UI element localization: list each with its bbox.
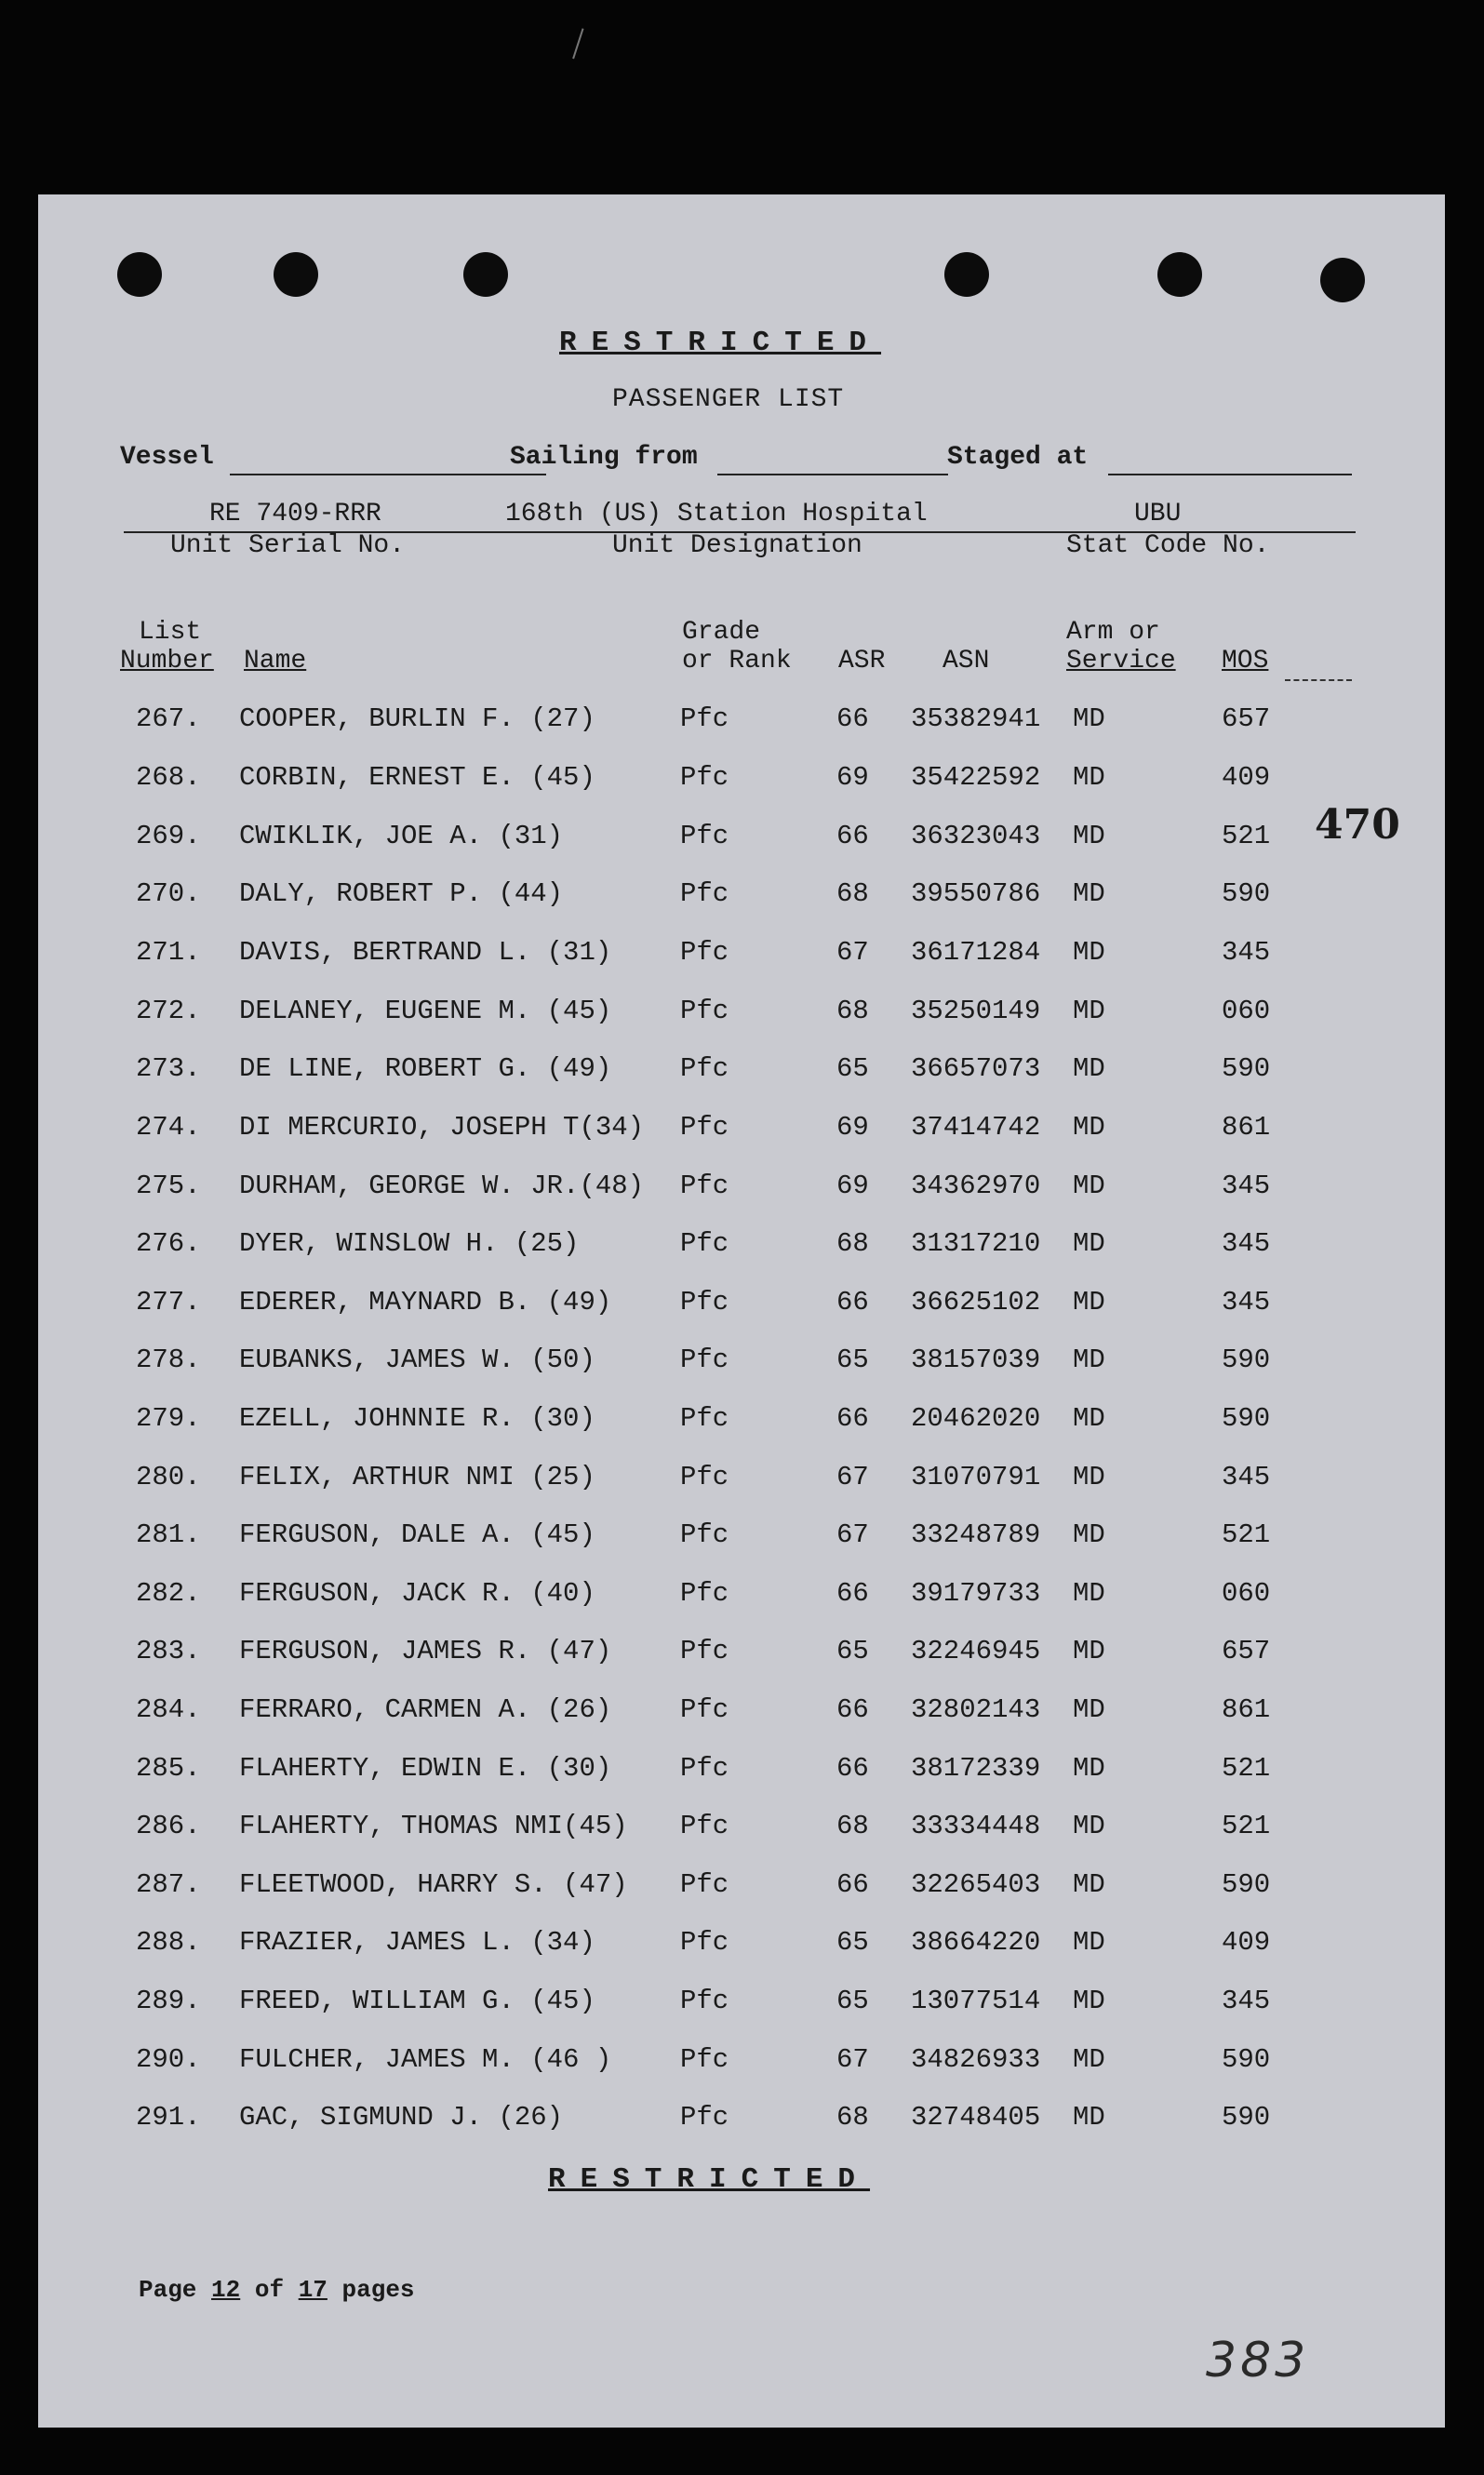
passenger-name: DALY, ROBERT P. (44) — [239, 878, 564, 909]
asn: 36625102 — [911, 1287, 1041, 1318]
table-row — [38, 1578, 1445, 1615]
asr: 66 — [836, 1287, 869, 1318]
table-row — [38, 1403, 1445, 1440]
table-row — [38, 703, 1445, 741]
mos: 345 — [1222, 937, 1271, 968]
stat-code-value: UBU — [1134, 500, 1182, 528]
mos: 590 — [1222, 1053, 1271, 1084]
grade: Pfc — [680, 2102, 729, 2133]
passenger-name: FLAHERTY, THOMAS NMI(45) — [239, 1811, 628, 1841]
list-number: 267. — [136, 703, 201, 734]
arm-service: MD — [1073, 703, 1105, 734]
mos: 590 — [1222, 1869, 1271, 1900]
page-indicator — [139, 2276, 415, 2304]
grade: Pfc — [680, 1869, 729, 1900]
asr: 68 — [836, 2102, 869, 2133]
list-number: 289. — [136, 1986, 201, 2016]
passenger-name: DURHAM, GEORGE W. JR.(48) — [239, 1171, 645, 1201]
restricted-footer: RESTRICTED — [548, 2163, 871, 2196]
asr: 68 — [836, 996, 869, 1026]
mos: 657 — [1222, 703, 1271, 734]
arm-service: MD — [1073, 1112, 1105, 1143]
punch-hole-icon — [117, 252, 162, 297]
arm-service: MD — [1073, 1287, 1105, 1318]
asn: 32748405 — [911, 2102, 1041, 2133]
mos: 345 — [1222, 1287, 1271, 1318]
arm-service: MD — [1073, 1519, 1105, 1550]
punch-hole-icon — [463, 252, 508, 297]
arm-service: MD — [1073, 1403, 1105, 1434]
asn: 20462020 — [911, 1403, 1041, 1434]
table-row — [38, 937, 1445, 974]
list-number: 271. — [136, 937, 201, 968]
asr: 67 — [836, 2044, 869, 2075]
asn: 33248789 — [911, 1519, 1041, 1550]
list-number: 290. — [136, 2044, 201, 2075]
list-number: 274. — [136, 1112, 201, 1143]
table-row — [38, 1171, 1445, 1208]
passenger-name: COOPER, BURLIN F. (27) — [239, 703, 595, 734]
pages-word: pages — [341, 2276, 415, 2304]
staged-at-label: Staged at — [947, 443, 1089, 472]
grade: Pfc — [680, 1753, 729, 1784]
col-asr: ASR — [838, 647, 886, 676]
list-number: 277. — [136, 1287, 201, 1318]
unit-serial-value: RE 7409-RRR — [209, 500, 381, 528]
passenger-name: EDERER, MAYNARD B. (49) — [239, 1287, 612, 1318]
arm-service: MD — [1073, 1694, 1105, 1725]
asr: 65 — [836, 1986, 869, 2016]
asr: 69 — [836, 762, 869, 793]
asr: 65 — [836, 1636, 869, 1666]
arm-service: MD — [1073, 1986, 1105, 2016]
table-row — [38, 762, 1445, 799]
unit-designation-value: 168th (US) Station Hospital — [505, 500, 928, 528]
list-number: 287. — [136, 1869, 201, 1900]
mos: 345 — [1222, 1986, 1271, 2016]
passenger-name: GAC, SIGMUND J. (26) — [239, 2102, 564, 2133]
mos: 521 — [1222, 1811, 1271, 1841]
asr: 68 — [836, 878, 869, 909]
passenger-name: CORBIN, ERNEST E. (45) — [239, 762, 595, 793]
arm-service: MD — [1073, 1171, 1105, 1201]
col-list-top: List — [139, 618, 202, 647]
asn: 32265403 — [911, 1869, 1041, 1900]
passenger-name: FERGUSON, JAMES R. (47) — [239, 1636, 612, 1666]
list-number: 282. — [136, 1578, 201, 1609]
arm-service: MD — [1073, 996, 1105, 1026]
arm-service: MD — [1073, 1811, 1105, 1841]
mos: 590 — [1222, 2044, 1271, 2075]
grade: Pfc — [680, 703, 729, 734]
arm-service: MD — [1073, 1753, 1105, 1784]
grade: Pfc — [680, 2044, 729, 2075]
grade: Pfc — [680, 1171, 729, 1201]
table-row — [38, 821, 1445, 858]
grade: Pfc — [680, 1112, 729, 1143]
asn: 31070791 — [911, 1462, 1041, 1492]
table-row — [38, 878, 1445, 916]
mos: 409 — [1222, 1927, 1271, 1958]
mos: 861 — [1222, 1694, 1271, 1725]
punch-hole-icon — [1157, 252, 1202, 297]
grade: Pfc — [680, 762, 729, 793]
total-pages: 17 — [298, 2276, 328, 2304]
mos: 590 — [1222, 1403, 1271, 1434]
grade: Pfc — [680, 1636, 729, 1666]
unit-serial-label: Unit Serial No. — [170, 531, 406, 560]
passenger-name: FREED, WILLIAM G. (45) — [239, 1986, 595, 2016]
col-asn: ASN — [943, 647, 990, 676]
asr: 66 — [836, 1694, 869, 1725]
grade: Pfc — [680, 1519, 729, 1550]
asn: 32246945 — [911, 1636, 1041, 1666]
sailing-from-blank — [717, 474, 948, 475]
asr: 67 — [836, 1519, 869, 1550]
list-number: 283. — [136, 1636, 201, 1666]
grade: Pfc — [680, 1578, 729, 1609]
col-mos: MOS — [1222, 647, 1269, 676]
grade: Pfc — [680, 1462, 729, 1492]
passenger-name: DYER, WINSLOW H. (25) — [239, 1228, 580, 1259]
arm-service: MD — [1073, 762, 1105, 793]
table-row — [38, 1811, 1445, 1848]
passenger-name: FERRARO, CARMEN A. (26) — [239, 1694, 612, 1725]
staged-at-blank — [1108, 474, 1352, 475]
asn: 38664220 — [911, 1927, 1041, 1958]
asr: 66 — [836, 1869, 869, 1900]
mos: 590 — [1222, 2102, 1271, 2133]
folio-stamp: 470 — [1315, 801, 1400, 849]
grade: Pfc — [680, 821, 729, 851]
asn: 34362970 — [911, 1171, 1041, 1201]
mos: 590 — [1222, 1345, 1271, 1375]
asn: 33334448 — [911, 1811, 1041, 1841]
col-arm-service — [1066, 618, 1176, 676]
asn: 39550786 — [911, 878, 1041, 909]
list-number: 270. — [136, 878, 201, 909]
vessel-label: Vessel — [120, 443, 214, 472]
arm-service: MD — [1073, 937, 1105, 968]
document-page — [38, 194, 1445, 2428]
arm-service: MD — [1073, 1636, 1105, 1666]
col-name — [244, 647, 306, 676]
passenger-name: DI MERCURIO, JOSEPH T(34) — [239, 1112, 645, 1143]
arm-service: MD — [1073, 1462, 1105, 1492]
arm-service: MD — [1073, 1228, 1105, 1259]
col-list-number — [120, 618, 214, 676]
punch-hole-icon — [944, 252, 989, 297]
list-number: 272. — [136, 996, 201, 1026]
list-number: 284. — [136, 1694, 201, 1725]
asr: 66 — [836, 1578, 869, 1609]
asr: 68 — [836, 1811, 869, 1841]
table-row — [38, 2102, 1445, 2139]
asr: 66 — [836, 1403, 869, 1434]
grade: Pfc — [680, 1403, 729, 1434]
table-row — [38, 1112, 1445, 1149]
table-row — [38, 1345, 1445, 1382]
arm-service: MD — [1073, 878, 1105, 909]
arm-service: MD — [1073, 1345, 1105, 1375]
asn: 31317210 — [911, 1228, 1041, 1259]
passenger-name: EUBANKS, JAMES W. (50) — [239, 1345, 595, 1375]
asr: 67 — [836, 1462, 869, 1492]
asn: 37414742 — [911, 1112, 1041, 1143]
list-number: 275. — [136, 1171, 201, 1201]
table-row — [38, 1753, 1445, 1790]
asn: 35250149 — [911, 996, 1041, 1026]
asn: 38157039 — [911, 1345, 1041, 1375]
mos: 521 — [1222, 1519, 1271, 1550]
mos: 345 — [1222, 1228, 1271, 1259]
mos: 345 — [1222, 1462, 1271, 1492]
list-number: 273. — [136, 1053, 201, 1084]
arm-service: MD — [1073, 1578, 1105, 1609]
arm-service: MD — [1073, 1869, 1105, 1900]
restricted-heading: RESTRICTED — [559, 327, 882, 359]
asn: 38172339 — [911, 1753, 1041, 1784]
list-number: 281. — [136, 1519, 201, 1550]
passenger-name: FRAZIER, JAMES L. (34) — [239, 1927, 595, 1958]
list-number: 291. — [136, 2102, 201, 2133]
asr: 66 — [836, 1753, 869, 1784]
table-row — [38, 1519, 1445, 1557]
asr: 65 — [836, 1345, 869, 1375]
mos: 521 — [1222, 1753, 1271, 1784]
mos: 409 — [1222, 762, 1271, 793]
unit-designation-label: Unit Designation — [612, 531, 862, 560]
list-number: 268. — [136, 762, 201, 793]
grade: Pfc — [680, 1694, 729, 1725]
grade: Pfc — [680, 1927, 729, 1958]
mos: 657 — [1222, 1636, 1271, 1666]
table-row — [38, 1694, 1445, 1732]
col-arm-top: Arm or — [1066, 618, 1160, 647]
grade: Pfc — [680, 1287, 729, 1318]
asr: 68 — [836, 1228, 869, 1259]
table-row — [38, 1228, 1445, 1265]
stat-code-label: Stat Code No. — [1066, 531, 1270, 560]
passenger-name: DAVIS, BERTRAND L. (31) — [239, 937, 612, 968]
col-grade-bottom: or Rank — [682, 647, 792, 676]
vessel-blank — [230, 474, 546, 475]
asr: 69 — [836, 1112, 869, 1143]
mos: 060 — [1222, 1578, 1271, 1609]
col-grade — [682, 618, 792, 676]
grade: Pfc — [680, 1986, 729, 2016]
header-dash-line — [1285, 679, 1352, 681]
asn: 36323043 — [911, 821, 1041, 851]
mos: 521 — [1222, 821, 1271, 851]
passenger-name: FLEETWOOD, HARRY S. (47) — [239, 1869, 628, 1900]
list-number: 286. — [136, 1811, 201, 1841]
mos: 861 — [1222, 1112, 1271, 1143]
passenger-name: FULCHER, JAMES M. (46 ) — [239, 2044, 612, 2075]
passenger-name: FELIX, ARTHUR NMI (25) — [239, 1462, 595, 1492]
asr: 65 — [836, 1053, 869, 1084]
punch-hole-icon — [1320, 258, 1365, 302]
col-arm-bottom: Service — [1066, 647, 1176, 676]
page-word: Page — [139, 2276, 197, 2304]
grade: Pfc — [680, 1345, 729, 1375]
table-row — [38, 996, 1445, 1033]
arm-service: MD — [1073, 1053, 1105, 1084]
passenger-name: CWIKLIK, JOE A. (31) — [239, 821, 564, 851]
asn: 32802143 — [911, 1694, 1041, 1725]
table-row — [38, 1636, 1445, 1673]
table-row — [38, 1462, 1445, 1499]
grade: Pfc — [680, 937, 729, 968]
grade: Pfc — [680, 1053, 729, 1084]
mos: 590 — [1222, 878, 1271, 909]
document-title: PASSENGER LIST — [612, 385, 845, 414]
table-row — [38, 1869, 1445, 1906]
asr: 69 — [836, 1171, 869, 1201]
asn: 36171284 — [911, 937, 1041, 968]
arm-service: MD — [1073, 2102, 1105, 2133]
grade: Pfc — [680, 1228, 729, 1259]
passenger-name: DELANEY, EUGENE M. (45) — [239, 996, 612, 1026]
list-number: 288. — [136, 1927, 201, 1958]
list-number: 276. — [136, 1228, 201, 1259]
list-number: 280. — [136, 1462, 201, 1492]
list-number: 285. — [136, 1753, 201, 1784]
asn: 39179733 — [911, 1578, 1041, 1609]
asn: 36657073 — [911, 1053, 1041, 1084]
col-grade-top: Grade — [682, 618, 761, 647]
list-number: 279. — [136, 1403, 201, 1434]
page-number: 12 — [211, 2276, 241, 2304]
asn: 35382941 — [911, 703, 1041, 734]
grade: Pfc — [680, 1811, 729, 1841]
passenger-name: DE LINE, ROBERT G. (49) — [239, 1053, 612, 1084]
table-row — [38, 1927, 1445, 1964]
handwritten-number: 383 — [1206, 2333, 1310, 2388]
sailing-from-label: Sailing from — [510, 443, 698, 472]
arm-service: MD — [1073, 2044, 1105, 2075]
table-row — [38, 1053, 1445, 1090]
asn: 34826933 — [911, 2044, 1041, 2075]
list-number: 269. — [136, 821, 201, 851]
asr: 65 — [836, 1927, 869, 1958]
arm-service: MD — [1073, 1927, 1105, 1958]
mos: 345 — [1222, 1171, 1271, 1201]
of-word: of — [254, 2276, 285, 2304]
col-list-bottom: Number — [120, 647, 214, 676]
punch-hole-icon — [274, 252, 318, 297]
passenger-name: FERGUSON, DALE A. (45) — [239, 1519, 595, 1550]
passenger-name: EZELL, JOHNNIE R. (30) — [239, 1403, 595, 1434]
asn: 13077514 — [911, 1986, 1041, 2016]
table-row — [38, 1287, 1445, 1324]
table-row — [38, 1986, 1445, 2023]
mos: 060 — [1222, 996, 1271, 1026]
table-row — [38, 2044, 1445, 2081]
list-number: 278. — [136, 1345, 201, 1375]
pencil-mark — [572, 28, 596, 62]
asr: 66 — [836, 703, 869, 734]
passenger-name: FERGUSON, JACK R. (40) — [239, 1578, 595, 1609]
asr: 67 — [836, 937, 869, 968]
col-name-label: Name — [244, 647, 307, 676]
asn: 35422592 — [911, 762, 1041, 793]
passenger-name: FLAHERTY, EDWIN E. (30) — [239, 1753, 612, 1784]
grade: Pfc — [680, 878, 729, 909]
arm-service: MD — [1073, 821, 1105, 851]
grade: Pfc — [680, 996, 729, 1026]
asr: 66 — [836, 821, 869, 851]
